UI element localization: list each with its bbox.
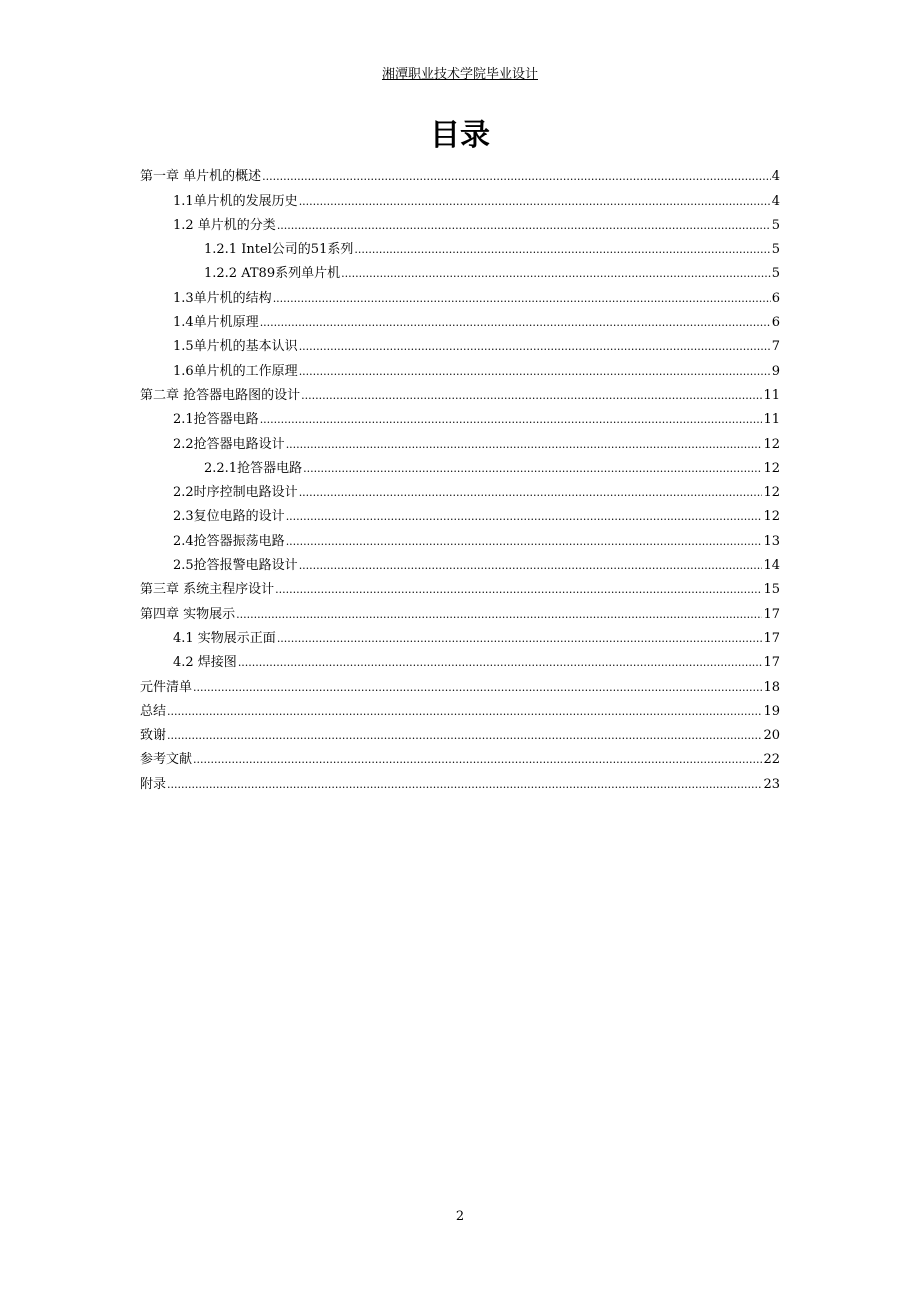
toc-entry-title: 4.1 实物展示正面 xyxy=(173,630,276,646)
toc-entry-title: 1.2 单片机的分类 xyxy=(173,217,276,233)
toc-dot-leader xyxy=(299,557,763,575)
page-number: 2 xyxy=(455,1209,465,1224)
toc-entry[interactable] xyxy=(140,332,780,356)
toc-entry-title: 1.2.2 AT89系列单片机 xyxy=(204,266,341,282)
toc-entry-title: 1.1单片机的发展历史 xyxy=(173,193,298,209)
toc-entry[interactable] xyxy=(140,211,780,235)
toc-entry-page-number: 17 xyxy=(763,606,780,622)
toc-entry[interactable] xyxy=(140,624,780,648)
toc-entry-title: 1.4单片机原理 xyxy=(173,315,259,331)
table-of-contents xyxy=(140,162,780,794)
toc-dot-leader xyxy=(301,387,762,405)
toc-entry-page-number: 4 xyxy=(771,193,780,209)
toc-entry-page-number: 12 xyxy=(763,485,780,501)
toc-entry[interactable] xyxy=(140,283,780,307)
toc-dot-leader xyxy=(167,703,762,721)
toc-entry[interactable] xyxy=(140,259,780,283)
toc-entry[interactable] xyxy=(140,454,780,478)
toc-dot-leader xyxy=(260,314,771,332)
toc-dot-leader xyxy=(354,241,770,259)
toc-entry-page-number: 12 xyxy=(763,509,780,525)
toc-entry-title: 元件清单 xyxy=(140,679,193,695)
toc-dot-leader xyxy=(299,484,763,502)
toc-entry[interactable] xyxy=(140,672,780,696)
toc-entry[interactable] xyxy=(140,235,780,259)
toc-dot-leader xyxy=(341,265,771,283)
toc-entry-title: 2.2.1抢答器电路 xyxy=(204,460,303,476)
toc-entry-page-number: 5 xyxy=(771,266,780,282)
toc-dot-leader xyxy=(236,606,762,624)
toc-entry-title: 第一章 单片机的概述 xyxy=(140,169,262,185)
toc-entry[interactable] xyxy=(140,526,780,550)
toc-dot-leader xyxy=(286,533,763,551)
toc-dot-leader xyxy=(277,630,763,648)
toc-entry-page-number: 13 xyxy=(763,533,780,549)
toc-entry[interactable] xyxy=(140,162,780,186)
toc-entry-title: 1.6单片机的工作原理 xyxy=(173,363,298,379)
toc-dot-leader xyxy=(299,338,771,356)
toc-entry-page-number: 14 xyxy=(763,558,780,574)
toc-dot-leader xyxy=(262,168,771,186)
toc-entry[interactable] xyxy=(140,381,780,405)
toc-dot-leader xyxy=(167,727,762,745)
toc-entry-page-number: 23 xyxy=(763,776,780,792)
toc-entry[interactable] xyxy=(140,721,780,745)
toc-entry-page-number: 22 xyxy=(763,752,780,768)
toc-entry-title: 第三章 系统主程序设计 xyxy=(140,582,275,598)
toc-dot-leader xyxy=(193,751,762,769)
toc-dot-leader xyxy=(275,581,762,599)
toc-entry-page-number: 12 xyxy=(763,436,780,452)
toc-entry-page-number: 7 xyxy=(771,339,780,355)
toc-entry-title: 2.1抢答器电路 xyxy=(173,412,259,428)
toc-entry-page-number: 4 xyxy=(771,169,780,185)
toc-entry-page-number: 11 xyxy=(763,387,780,403)
toc-entry-page-number: 15 xyxy=(763,582,780,598)
toc-entry-page-number: 6 xyxy=(771,315,780,331)
toc-entry-page-number: 5 xyxy=(771,217,780,233)
toc-entry-title: 2.2时序控制电路设计 xyxy=(173,485,298,501)
toc-dot-leader xyxy=(238,654,763,672)
toc-entry-title: 1.5单片机的基本认识 xyxy=(173,339,298,355)
toc-entry-title: 2.4抢答器振荡电路 xyxy=(173,533,285,549)
page-title: 目录 xyxy=(430,118,490,153)
toc-dot-leader xyxy=(167,776,762,794)
toc-entry-page-number: 17 xyxy=(763,630,780,646)
toc-entry-page-number: 5 xyxy=(771,242,780,258)
toc-entry-title: 第二章 抢答器电路图的设计 xyxy=(140,387,301,403)
toc-dot-leader xyxy=(286,436,763,454)
toc-entry-title: 致谢 xyxy=(140,728,167,744)
toc-entry[interactable] xyxy=(140,648,780,672)
toc-dot-leader xyxy=(273,290,771,308)
toc-entry-title: 总结 xyxy=(140,703,167,719)
toc-entry-title: 1.2.1 Intel公司的51系列 xyxy=(204,242,354,258)
toc-dot-leader xyxy=(286,508,763,526)
toc-entry-title: 2.5抢答报警电路设计 xyxy=(173,558,298,574)
toc-entry-page-number: 6 xyxy=(771,290,780,306)
toc-entry[interactable] xyxy=(140,478,780,502)
toc-entry-title: 2.2抢答器电路设计 xyxy=(173,436,285,452)
toc-entry[interactable] xyxy=(140,769,780,793)
toc-dot-leader xyxy=(299,193,771,211)
toc-entry-title: 1.3单片机的结构 xyxy=(173,290,272,306)
toc-entry[interactable] xyxy=(140,429,780,453)
toc-dot-leader xyxy=(277,217,771,235)
toc-entry[interactable] xyxy=(140,308,780,332)
toc-entry[interactable] xyxy=(140,551,780,575)
running-header-text: 湘潭职业技术学院毕业设计 xyxy=(381,67,538,82)
toc-entry[interactable] xyxy=(140,186,780,210)
toc-dot-leader xyxy=(260,411,763,429)
toc-entry-page-number: 17 xyxy=(763,655,780,671)
toc-entry-title: 4.2 焊接图 xyxy=(173,655,237,671)
toc-entry-page-number: 20 xyxy=(763,728,780,744)
toc-entry-title: 第四章 实物展示 xyxy=(140,606,236,622)
toc-entry[interactable] xyxy=(140,575,780,599)
toc-entry-page-number: 12 xyxy=(763,460,780,476)
toc-entry[interactable] xyxy=(140,745,780,769)
running-header xyxy=(0,66,920,84)
toc-entry-page-number: 19 xyxy=(763,703,780,719)
toc-entry-page-number: 9 xyxy=(771,363,780,379)
toc-entry[interactable] xyxy=(140,599,780,623)
toc-entry-title: 附录 xyxy=(140,776,167,792)
toc-entry[interactable] xyxy=(140,405,780,429)
toc-dot-leader xyxy=(299,363,771,381)
toc-entry[interactable] xyxy=(140,697,780,721)
toc-entry-page-number: 11 xyxy=(763,412,780,428)
toc-entry-page-number: 18 xyxy=(763,679,780,695)
toc-entry[interactable] xyxy=(140,502,780,526)
toc-entry-title: 参考文献 xyxy=(140,752,193,768)
toc-dot-leader xyxy=(193,679,762,697)
toc-entry-title: 2.3复位电路的设计 xyxy=(173,509,285,525)
toc-entry[interactable] xyxy=(140,356,780,380)
toc-dot-leader xyxy=(303,460,762,478)
